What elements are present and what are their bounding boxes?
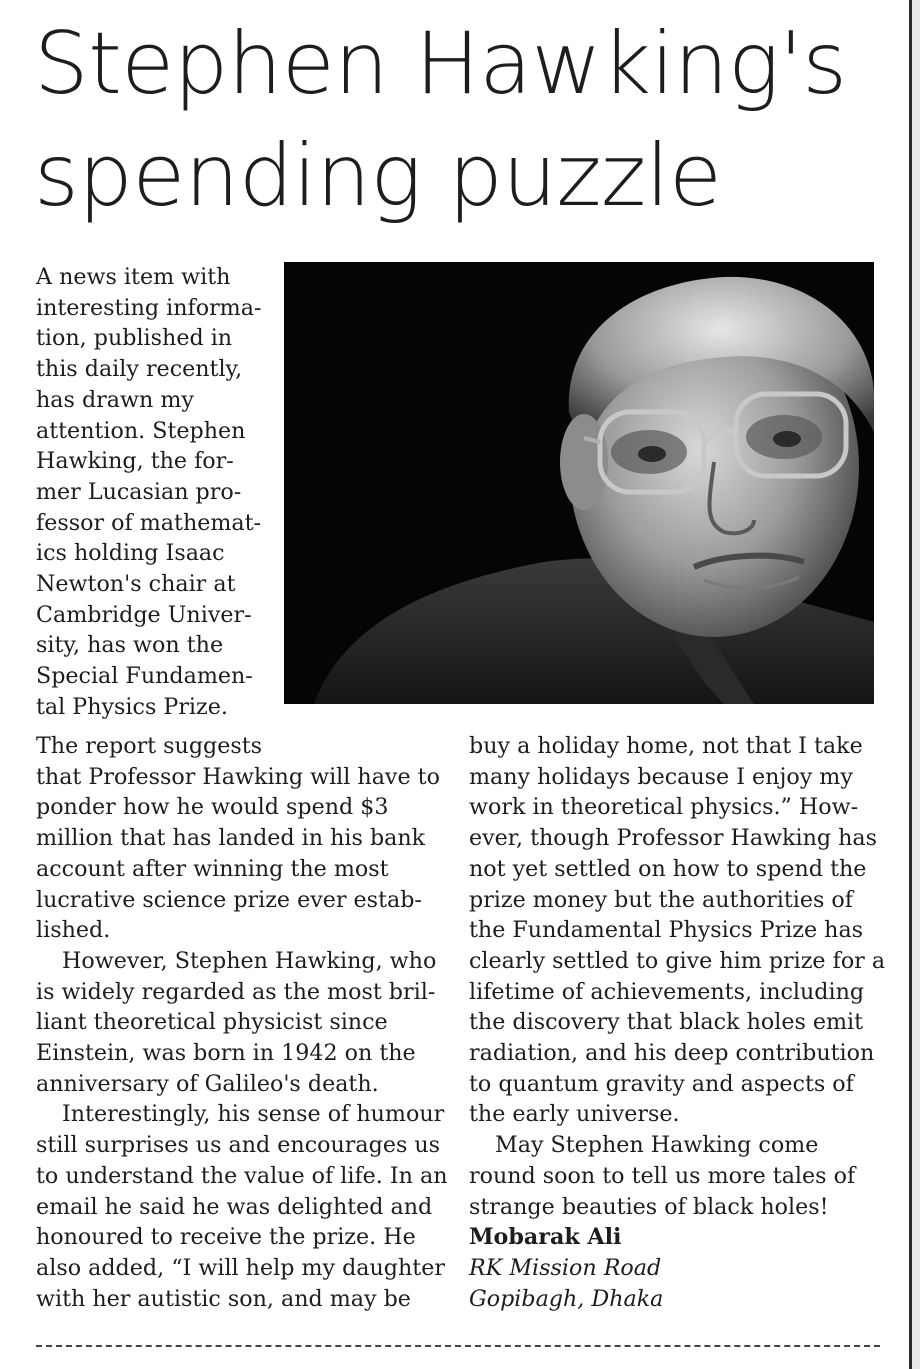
- text-line: Special Fundamen-: [36, 663, 253, 690]
- text-line: still surprises us and encourages us: [36, 1132, 441, 1159]
- text-line: Newton's chair at: [36, 571, 236, 598]
- headline-line-2: spending puzzle: [34, 126, 722, 226]
- text-line: also added, “I will help my daughter: [36, 1254, 445, 1281]
- hawking-portrait-photo: [284, 262, 874, 704]
- text-line: tion, published in: [36, 325, 233, 352]
- headline: [34, 8, 894, 232]
- text-line: account after winning the most: [36, 855, 389, 882]
- text-line: Interestingly, his sense of humour: [62, 1101, 445, 1128]
- text-line: clearly settled to give him prize for a: [469, 947, 886, 974]
- text-line: attention. Stephen: [36, 417, 246, 444]
- text-line: ics holding Isaac: [36, 540, 225, 567]
- text-line: this daily recently,: [36, 356, 243, 383]
- paragraph-report: [36, 731, 446, 946]
- column-left-top: [36, 262, 276, 723]
- text-line: not yet settled on how to spend the: [469, 855, 867, 882]
- text-line: However, Stephen Hawking, who: [62, 947, 437, 974]
- text-line: is widely regarded as the most bril-: [36, 978, 436, 1005]
- text-line: anniversary of Galileo's death.: [36, 1070, 379, 1097]
- text-line: honoured to receive the prize. He: [36, 1224, 416, 1251]
- text-line: buy a holiday home, not that I take: [469, 733, 863, 759]
- text-line: to quantum gravity and aspects of: [469, 1070, 854, 1097]
- text-line: the early universe.: [469, 1101, 680, 1128]
- author-address-line-1: RK Mission Road: [469, 1254, 662, 1281]
- signature-block: [469, 1222, 879, 1314]
- text-line: tal Physics Prize.: [36, 693, 228, 720]
- text-line: interesting informa-: [36, 294, 262, 321]
- text-line: Einstein, was born in 1942 on the: [36, 1040, 416, 1067]
- text-line: lifetime of achievements, including: [469, 978, 865, 1005]
- text-line: many holidays because I enjoy my: [469, 763, 853, 790]
- column-rule: [909, 0, 912, 1369]
- paragraph-humour: [36, 1099, 446, 1314]
- text-line: A news item with: [36, 264, 231, 290]
- text-line: with her autistic son, and may be: [36, 1285, 411, 1312]
- headline-line-1: Stephen Hawking's: [34, 14, 847, 114]
- text-line: radiation, and his deep contribution: [469, 1040, 875, 1067]
- column-right: [469, 731, 886, 1314]
- text-line: Cambridge Univer-: [36, 601, 252, 628]
- text-line: that Professor Hawking will have to: [36, 763, 440, 790]
- text-line: lished.: [36, 917, 111, 944]
- text-line: lucrative science prize ever estab-: [36, 886, 422, 913]
- text-line: has drawn my: [36, 386, 194, 413]
- paragraph-intro: [36, 262, 276, 723]
- column-left-bottom: [36, 731, 446, 1314]
- paragraph-closing: [469, 1130, 879, 1222]
- text-line: million that has landed in his bank: [36, 825, 426, 852]
- author-address-line-2: Gopibagh, Dhaka: [469, 1285, 664, 1312]
- text-line: work in theoretical physics.” How-: [469, 794, 859, 821]
- text-line: strange beauties of black holes!: [469, 1193, 829, 1220]
- portrait-illustration: [284, 262, 874, 704]
- text-line: to understand the value of life. In an: [36, 1162, 448, 1189]
- text-line: The report suggests: [36, 733, 263, 759]
- text-line: the discovery that black holes emit: [469, 1009, 864, 1036]
- text-line: liant theoretical physicist since: [36, 1009, 388, 1036]
- text-line: ponder how he would spend $3: [36, 794, 389, 821]
- text-line: ever, though Professor Hawking has: [469, 825, 878, 852]
- text-line: Hawking, the for-: [36, 448, 234, 475]
- text-line: mer Lucasian pro-: [36, 478, 242, 505]
- page-edge: [912, 0, 920, 1369]
- text-line: round soon to tell us more tales of: [469, 1162, 856, 1189]
- text-line: the Fundamental Physics Prize has: [469, 917, 864, 944]
- text-line: May Stephen Hawking come: [495, 1132, 819, 1159]
- paragraph-continuation: [469, 731, 886, 1130]
- paragraph-einstein: [36, 946, 446, 1100]
- text-line: sity, has won the: [36, 632, 224, 659]
- dashed-divider: [36, 1345, 880, 1347]
- text-line: prize money but the authorities of: [469, 886, 853, 913]
- text-line: fessor of mathemat-: [36, 509, 262, 536]
- text-line: email he said he was delighted and: [36, 1193, 433, 1220]
- author-name: Mobarak Ali: [469, 1224, 622, 1251]
